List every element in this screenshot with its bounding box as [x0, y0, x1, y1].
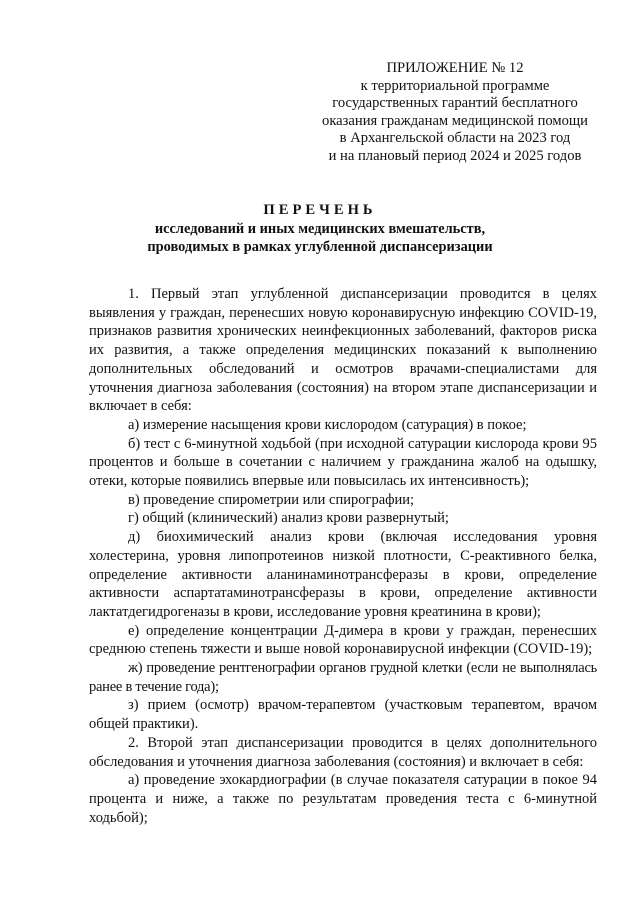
annex-title: ПРИЛОЖЕНИЕ № 12: [386, 60, 524, 76]
annex-line: оказания гражданам медицинской помощи: [322, 112, 588, 129]
list-item-e: е) определение концентрации Д-димера в крови у граждан, перенесших среднюю степень тяжести и выше новой коронавирусной инфекции (COVID-19);: [89, 622, 597, 658]
annex-line: к территориальной программе: [360, 77, 550, 94]
document-body: [89, 285, 597, 827]
annex-line: государственных гарантий бесплатного: [332, 95, 578, 112]
annex-header: [300, 60, 610, 166]
document-title: ПЕРЕЧЕНЬ: [263, 202, 377, 218]
list-item-stage2-a: а) проведение эхокардиографии (в случае показателя сатурации в покое 94 процента и ниже, а также по результатам проведения теста с 6-минутной ходьбой);: [89, 772, 597, 826]
annex-line: в Архангельской области на 2023 год: [339, 130, 571, 147]
list-item-b: б) тест с 6-минутной ходьбой (при исходной сатурации кислорода крови 95 процентов и больше в сочетании с наличием у гражданина жалоб на одышку, отеки, которые появились впервые или повысилась их интенсивность);: [89, 435, 597, 490]
document-subtitle-line-2: проводимых в рамках углубленной диспансеризации: [147, 239, 493, 255]
annex-line: и на плановый период 2024 и 2025 годов: [328, 147, 582, 164]
list-item-z: з) прием (осмотр) врачом-терапевтом (участковым терапевтом, врачом общей практики).: [89, 697, 597, 733]
document-title-block: [0, 200, 640, 256]
paragraph-stage-2: 2. Второй этап диспансеризации проводится в целях дополнительного обследования и уточнения диагноза заболевания (состояния) и включает в себя:: [89, 734, 597, 770]
list-item-g: г) общий (клинический) анализ крови развернутый;: [128, 510, 449, 527]
paragraph-stage-1: 1. Первый этап углубленной диспансеризации проводится в целях выявления у граждан, перенесших новую коронавирусную инфекцию COVID-19, признаков развития хронических неинфекционных заболеваний, факторов риска их развития, а также определения медицинских показаний к выполнению дополнительных обследований и осмотров врачами-специалистами для уточнения диагноза заболевания (состояния) на втором этапе диспансеризации и включает в себя:: [89, 286, 597, 415]
document-subtitle-line-1: исследований и иных медицинских вмешательств,: [154, 221, 486, 237]
list-item-zh: ж) проведение рентгенографии органов грудной клетки (если не выполнялась ранее в течение года);: [89, 660, 597, 695]
list-item-a: а) измерение насыщения крови кислородом (сатурация) в покое;: [128, 416, 527, 433]
list-item-v: в) проведение спирометрии или спирографии;: [128, 491, 415, 508]
list-item-d: д) биохимический анализ крови (включая исследования уровня холестерина, уровня липопротеинов низкой плотности, С-реактивного белка, определение активности аланинаминотрансферазы в крови, определение активности аспартатаминотрансферазы в крови, определение активности лактатдегидрогеназы в крови, исследование уровня креатинина в крови);: [89, 529, 597, 620]
